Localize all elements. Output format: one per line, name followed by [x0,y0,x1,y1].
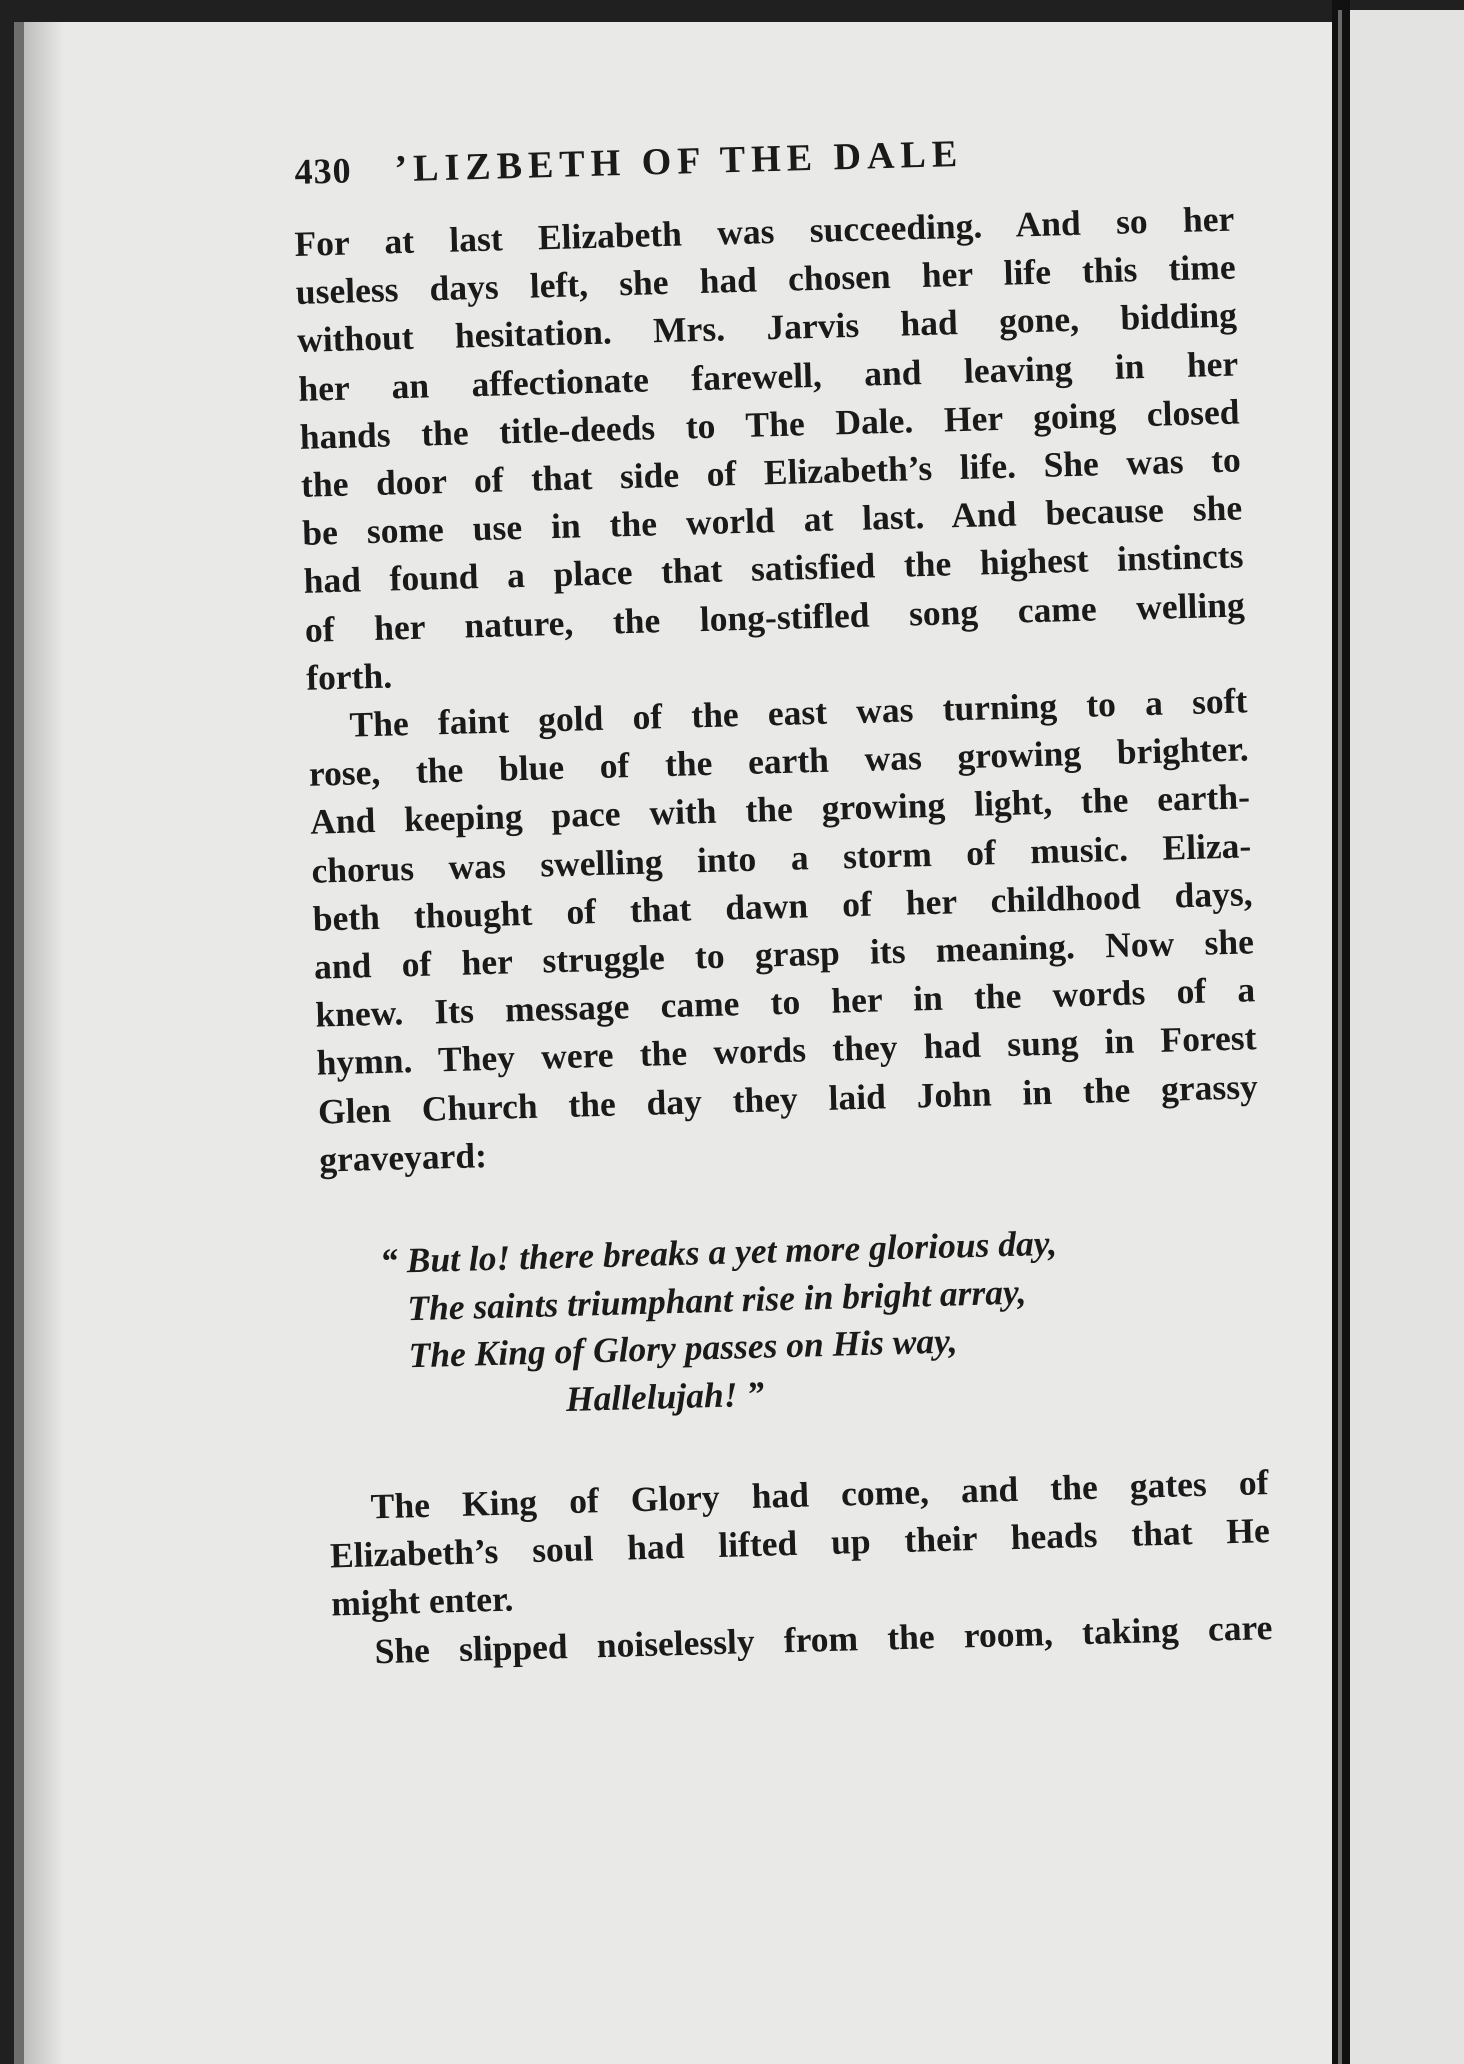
hymn-line: The saints triumphant rise in bright array, [406,1271,1027,1328]
text-line: The faint gold of the east was turning to a soft [349,680,1248,745]
hymn-line: “ But lo! there breaks a yet more glorious day, [379,1222,1058,1282]
text-line: without hesitation. Mrs. Jarvis had gone, bidding [296,294,1238,361]
hymn-line: Hallelujah! ” [565,1373,765,1419]
paragraph-1 [294,195,1247,702]
paragraph-2 [307,676,1260,1183]
text-line: might enter. [330,1579,514,1624]
text-line: chorus was swelling into a storm of music. Eliza- [310,824,1252,891]
text-line: rose, the blue of the earth was growing brighter. [308,728,1250,794]
page-edge-shadow [24,22,64,2064]
text-line: hands the title-deeds to The Dale. Her going closed [299,391,1240,457]
text-line: be some use in the world at last. And because she [301,487,1243,554]
facing-page-edge [1338,10,1342,2064]
hymn-line: The King of Glory passes on His way, [408,1320,958,1376]
hymn-quotation [379,1214,1266,1428]
text-line: of her nature, the long-stifled song came welling [304,584,1246,650]
text-line: She slipped noiselessly from the room, taking care [374,1606,1273,1671]
text-line: beth thought of that dawn of her childhood days, [312,873,1253,939]
running-title: ’LIZBETH OF THE DALE [393,132,964,191]
text-line: hymn. They were the words they had sung in Forest [316,1017,1257,1084]
text-line: had found a place that satisfied the highest instincts [303,535,1244,602]
text-line: For at last Elizabeth was succeeding. And so her [294,198,1235,264]
text-line: the door of that side of Elizabeth’s life. She was to [300,439,1242,505]
page-number: 430 [294,150,353,192]
text-line: her an affectionate farewell, and leaving in her [297,343,1239,409]
text-line: forth. [305,655,393,698]
text-line: And keeping pace with the growing light, the earth- [309,776,1251,843]
paragraph-3 [328,1458,1272,1628]
text-line: useless days left, she had chosen her life this time [295,246,1237,313]
text-line: knew. Its message came to her in the words of a [314,969,1256,1035]
facing-page [1350,10,1464,2064]
text-line: Glen Church the day they laid John in the grassy [317,1065,1259,1132]
text-line: and of her struggle to grasp its meaning. Now she [313,921,1255,987]
text-line: Elizabeth’s soul had lifted up their heads that He [329,1510,1271,1576]
text-line: The King of Glory had come, and the gates of [370,1462,1269,1527]
text-line: graveyard: [318,1134,488,1180]
page-text [292,125,1273,1677]
